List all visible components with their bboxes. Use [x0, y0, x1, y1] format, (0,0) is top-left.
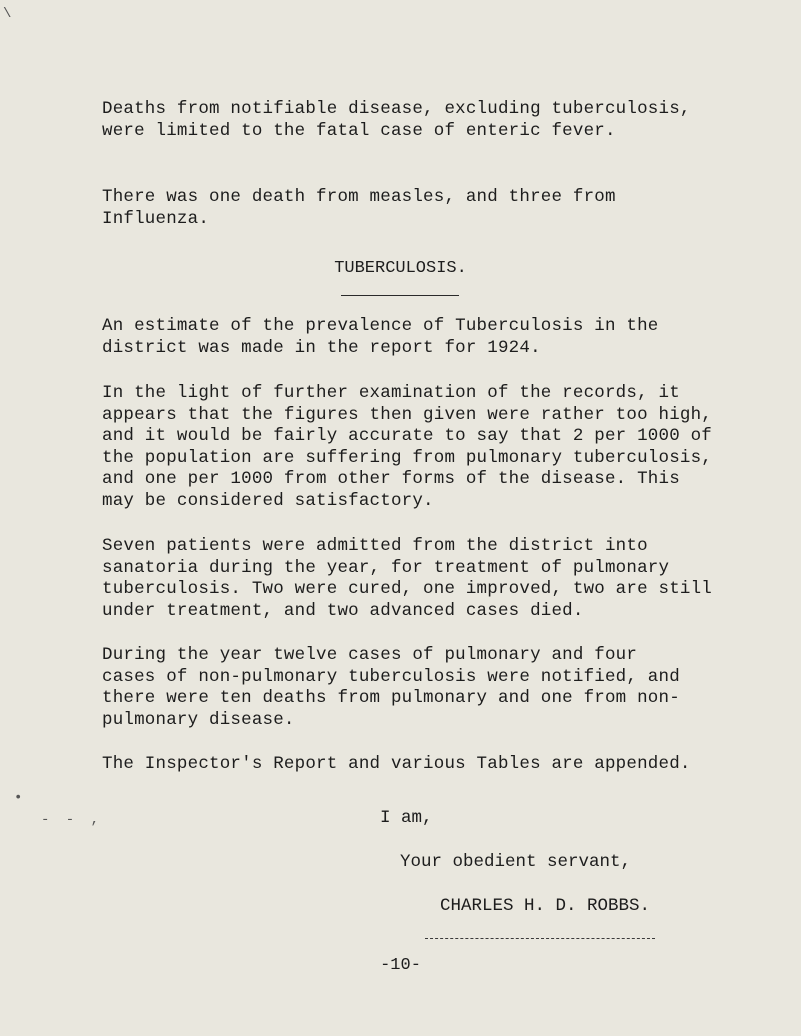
- section-heading: TUBERCULOSIS.: [334, 259, 467, 278]
- paragraph-notifiable-deaths: Deaths from notifiable disease, excluding tuberculosis, were limited to the fatal case of enteric fever.: [102, 99, 691, 141]
- signature-rule: [425, 938, 655, 939]
- paragraph-appended: The Inspector's Report and various Tables are appended.: [102, 754, 691, 774]
- corner-mark: \: [3, 6, 12, 22]
- paragraph-examination: In the light of further examination of the records, it appears that the figures then given were rather too high, and it would be fairly accurate to say that 2 per 1000 of the population are suffering from pulmonary tuberculosis, and one per 1000 from other forms of the disease. This may be considered satisfactory.: [102, 383, 712, 511]
- heading-underline: [341, 295, 459, 296]
- margin-dot: •: [14, 790, 23, 806]
- salutation: I am,: [380, 808, 433, 828]
- signature: CHARLES H. D. ROBBS.: [440, 896, 651, 916]
- paragraph-estimate: An estimate of the prevalence of Tuberculosis in the district was made in the report for 1924.: [102, 316, 659, 358]
- paragraph-notified-cases: During the year twelve cases of pulmonary and four cases of non-pulmonary tuberculosis were notified, and there were ten deaths from pulmonary and one from non- pulmonary disease.: [102, 645, 680, 730]
- page-number: -10-: [380, 956, 421, 975]
- valediction: Your obedient servant,: [400, 852, 632, 872]
- paragraph-measles-influenza: There was one death from measles, and three from Influenza.: [102, 187, 616, 229]
- paragraph-sanatoria: Seven patients were admitted from the district into sanatoria during the year, for treatment of pulmonary tuberculosis. Two were cured, one improved, two are still under treatment, and two advanced cases died.: [102, 536, 712, 621]
- margin-dashes: - - ,: [41, 812, 104, 828]
